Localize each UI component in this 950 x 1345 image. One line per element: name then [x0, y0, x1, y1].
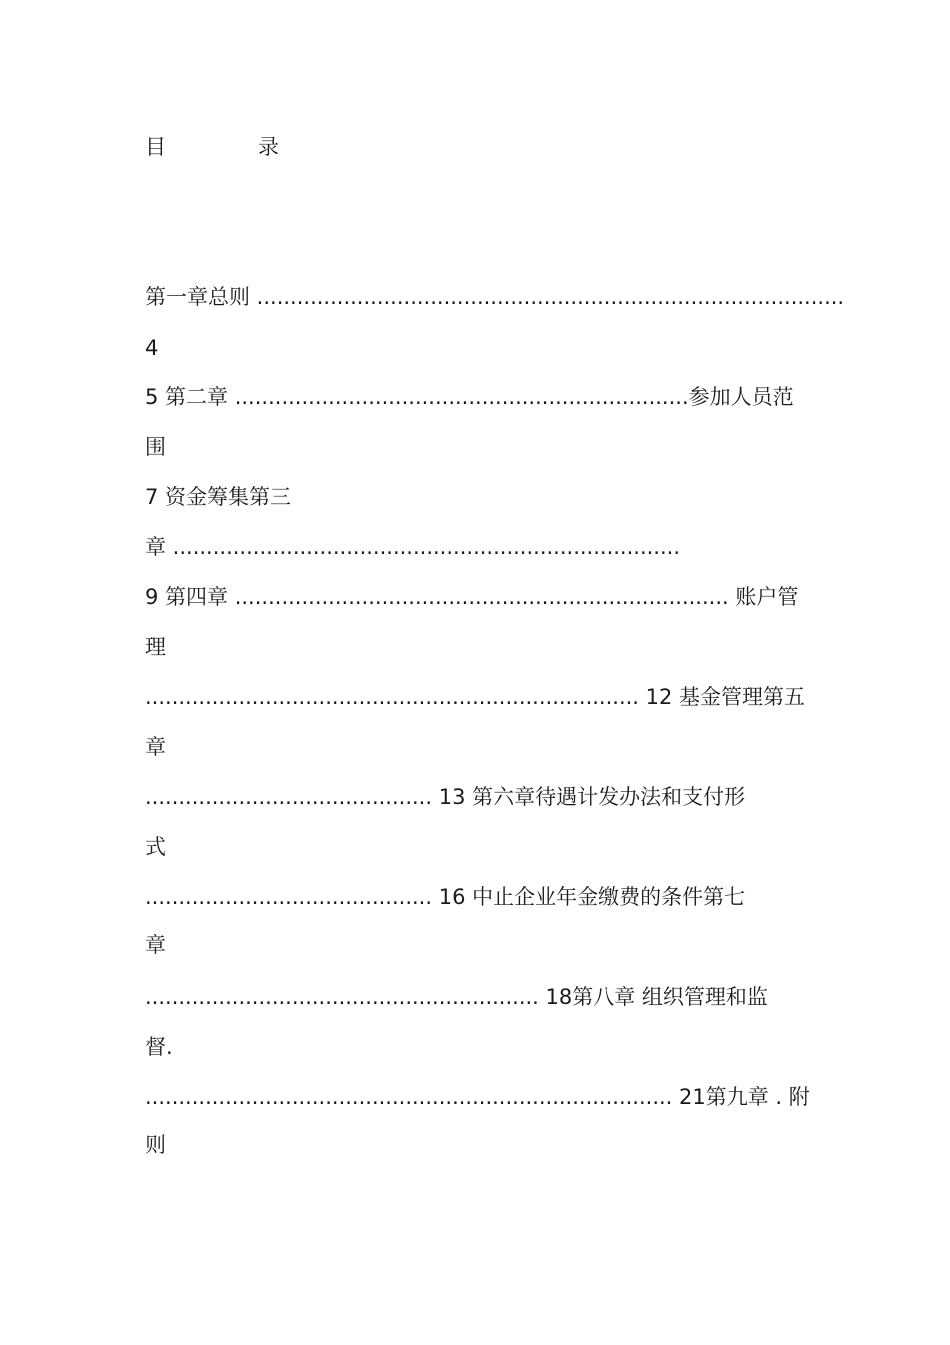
- toc-line: ............................................................................... 21第九章 . 附: [145, 1085, 810, 1109]
- toc-line: ........................................... 13 第六章待遇计发办法和支付形: [145, 785, 746, 809]
- toc-line: 章: [145, 735, 166, 759]
- toc-line: 式: [145, 835, 166, 859]
- toc-line: 督.: [145, 1035, 173, 1059]
- toc-line: ........................................................... 18第八章 组织管理和监: [145, 985, 768, 1009]
- toc-line: 理: [145, 635, 166, 659]
- toc-line: 章: [145, 933, 166, 957]
- toc-line: 第一章总则 ........................................................................................: [145, 285, 845, 309]
- toc-line: ........................................... 16 中止企业年金缴费的条件第七: [145, 885, 746, 909]
- toc-line: 5 第二章 ....................................................................参加人员范: [145, 385, 794, 409]
- toc-title-char-1: 目: [145, 135, 166, 159]
- toc-line: 7 资金筹集第三: [145, 485, 292, 509]
- toc-line: 章 ............................................................................: [145, 535, 680, 559]
- toc-line: 9 第四章 .......................................................................... 账户管: [145, 585, 799, 609]
- toc-line: 围: [145, 435, 166, 459]
- toc-line: 则: [145, 1133, 166, 1157]
- toc-title: [145, 133, 279, 161]
- toc-line: .......................................................................... 12 基金管理第五: [145, 685, 806, 709]
- toc-line: 4: [145, 336, 159, 360]
- toc-title-char-2: 录: [258, 135, 279, 159]
